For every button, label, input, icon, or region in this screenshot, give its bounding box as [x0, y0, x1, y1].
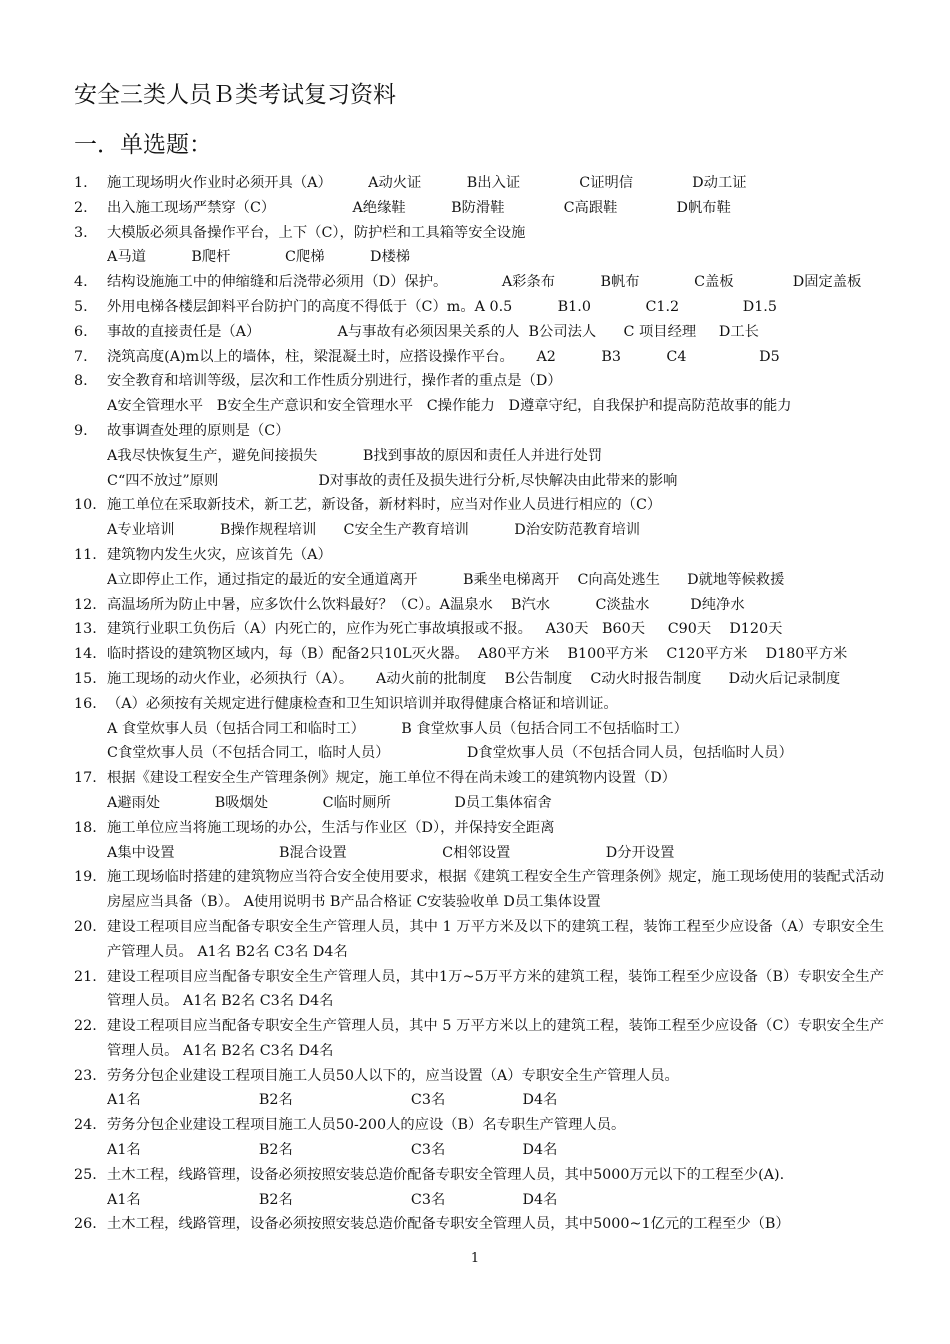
question-options: A立即停止工作，通过指定的最近的安全通道离开 B乘坐电梯离开 C向高处逃生 D就地等候救援 [107, 571, 785, 588]
question-item [74, 1113, 884, 1163]
question-item [74, 1212, 884, 1237]
question-item [74, 320, 884, 345]
question-item [74, 419, 884, 493]
question-number: 9. [74, 422, 88, 439]
question-options: A安全管理水平 B安全生产意识和安全管理水平 C操作能力 D遵章守纪，自我保护和提高防范故事的能力 [107, 398, 792, 415]
question-options: A专业培训 B操作规程培训 C安全生产教育培训 D治安防范教育培训 [107, 522, 641, 539]
question-item [74, 915, 884, 965]
question-item [74, 493, 884, 543]
question-text: 临时搭设的建筑物区域内，每（B）配备2只10L灭火器。 A80平方米 B100平方米 C120平方米 D180平方米 [107, 646, 848, 663]
question-number: 26. [74, 1216, 97, 1233]
question-item [74, 816, 884, 866]
question-number: 11. [74, 546, 97, 563]
question-text: 出入施工现场严禁穿（C） A绝缘鞋 B防滑鞋 C高跟鞋 D帆布鞋 [107, 199, 731, 216]
question-options: A集中设置 B混合设置 C相邻设置 D分开设置 [107, 844, 675, 861]
question-text: 施工单位应当将施工现场的办公，生活与作业区（D），并保持安全距离 [107, 819, 555, 836]
question-text: 土木工程，线路管理，设备必须按照安装总造价配备专职安全管理人员，其中5000万元以下的工程至少(A). [107, 1166, 785, 1183]
question-item [74, 543, 884, 593]
question-text: 劳务分包企业建设工程项目施工人员50人以下的，应当设置（A）专职安全生产管理人员。 [107, 1067, 679, 1084]
question-text: 建设工程项目应当配备专职安全生产管理人员，其中 1 万平方米及以下的建筑工程，装饰工程至少应设备（A）专职安全生产管理人员。 A1名 B2名 C3名 D4名 [107, 918, 884, 960]
question-number: 8. [74, 373, 88, 390]
section-heading: 一．单选题： [74, 132, 212, 158]
question-number: 7. [74, 348, 88, 365]
question-item [74, 295, 884, 320]
question-text: 建筑行业职工负伤后（A）内死亡的，应作为死亡事故填报或不报。 A30天 B60天 C90天 D120天 [107, 621, 783, 638]
question-number: 5. [74, 298, 88, 315]
document-title: 安全三类人员Ｂ类考试复习资料 [74, 82, 396, 108]
question-number: 2. [74, 199, 88, 216]
question-text: 大模版必须具备操作平台，上下（C），防护栏和工具箱等安全设施 [107, 224, 526, 241]
question-number: 17. [74, 770, 97, 787]
question-text: 外用电梯各楼层卸料平台防护门的高度不得低于（C）m。A 0.5 B1.0 C1.2 D1.5 [107, 298, 777, 315]
question-text: 安全教育和培训等级，层次和工作性质分别进行，操作者的重点是（D） [107, 373, 562, 390]
question-text: 故事调查处理的原则是（C） [107, 422, 290, 439]
question-number: 4. [74, 274, 88, 291]
question-options: A避雨处 B吸烟处 C临时厕所 D员工集体宿舍 [107, 794, 552, 811]
question-text: 建筑物内发生火灾，应该首先（A） [107, 546, 332, 563]
question-options: A 食堂炊事人员（包括合同工和临时工） B 食堂炊事人员（包括合同工不包括临时工） [107, 720, 688, 737]
question-options: A1名 B2名 C3名 D4名 [107, 1142, 558, 1159]
question-item [74, 965, 884, 1015]
question-number: 15. [74, 670, 97, 687]
question-item [74, 1064, 884, 1114]
question-number: 13. [74, 621, 97, 638]
question-number: 10. [74, 497, 97, 514]
question-number: 18. [74, 819, 97, 836]
question-number: 19. [74, 869, 97, 886]
question-item [74, 865, 884, 915]
question-list [74, 171, 884, 1237]
question-text: 劳务分包企业建设工程项目施工人员50-200人的应设（B）名专职生产管理人员。 [107, 1117, 626, 1134]
question-number: 23. [74, 1067, 97, 1084]
question-item [74, 642, 884, 667]
question-options: A我尽快恢复生产，避免间接损失 B找到事故的原因和责任人并进行处罚 [107, 447, 603, 464]
question-text: 建设工程项目应当配备专职安全生产管理人员，其中1万~5万平方米的建筑工程，装饰工程至少应设备（B）专职安全生产管理人员。 A1名 B2名 C3名 D4名 [107, 968, 884, 1010]
question-item [74, 1014, 884, 1064]
question-number: 25. [74, 1166, 97, 1183]
question-options: C食堂炊事人员（不包括合同工，临时人员） D食堂炊事人员（不包括合同人员，包括临时人员） [107, 745, 793, 762]
question-item [74, 221, 884, 271]
question-number: 14. [74, 646, 97, 663]
question-number: 16. [74, 695, 97, 712]
question-text: 施工现场临时搭建的建筑物应当符合安全使用要求，根据《建筑工程安全生产管理条例》规定，施工现场使用的装配式活动房屋应当具备（B）。 A使用说明书 B产品合格证 C安装验收单 D员工集体设置 [107, 869, 884, 911]
question-number: 24. [74, 1117, 97, 1134]
question-text: 结构设施施工中的伸缩缝和后浇带必须用（D）保护。 A彩条布 B帆布 C盖板 D固定盖板 [107, 274, 862, 291]
question-options: A1名 B2名 C3名 D4名 [107, 1092, 558, 1109]
question-text: （A）必须按有关规定进行健康检查和卫生知识培训并取得健康合格证和培训证。 [107, 695, 618, 712]
question-text: 建设工程项目应当配备专职安全生产管理人员，其中 5 万平方米以上的建筑工程，装饰工程至少应设备（C）专职安全生产管理人员。 A1名 B2名 C3名 D4名 [107, 1018, 884, 1059]
question-options: A马道 B爬杆 C爬梯 D楼梯 [107, 249, 411, 266]
question-text: 土木工程，线路管理，设备必须按照安装总造价配备专职安全管理人员，其中5000~1亿元的工程至少（B） [107, 1216, 790, 1233]
question-item [74, 171, 884, 196]
question-text: 事故的直接责任是（A） A与事故有必须因果关系的人 B公司法人 C 项目经理 D工长 [107, 323, 759, 340]
question-item [74, 196, 884, 221]
question-item [74, 369, 884, 419]
question-item [74, 345, 884, 370]
question-item [74, 270, 884, 295]
question-text: 施工现场明火作业时必须开具（A） A动火证 B出入证 C证明信 D动工证 [107, 175, 747, 191]
question-item [74, 766, 884, 816]
question-item [74, 692, 884, 766]
question-number: 20. [74, 918, 97, 935]
question-text: 浇筑高度(A)m以上的墙体，柱，梁混凝土时，应搭设操作平台。 A2 B3 C4 D5 [107, 348, 780, 365]
question-item [74, 617, 884, 642]
question-item [74, 667, 884, 692]
question-item [74, 593, 884, 618]
question-number: 3. [74, 224, 88, 241]
question-options: A1名 B2名 C3名 D4名 [107, 1191, 558, 1208]
question-number: 6. [74, 323, 88, 340]
question-number: 22. [74, 1018, 97, 1035]
question-text: 施工现场的动火作业，必须执行（A）。 A动火前的批制度 B公告制度 C动火时报告制度 D动火后记录制度 [107, 670, 841, 687]
page-number: 1 [470, 1251, 480, 1266]
question-text: 施工单位在采取新技术，新工艺，新设备，新材料时，应当对作业人员进行相应的（C） [107, 497, 662, 514]
question-number: 12. [74, 596, 97, 613]
question-number: 1. [74, 175, 88, 191]
question-text: 根据《建设工程安全生产管理条例》规定，施工单位不得在尚未竣工的建筑物内设置（D） [107, 770, 677, 787]
question-options: C“四不放过”原则 D对事故的责任及损失进行分析,尽快解决由此带来的影响 [107, 472, 678, 489]
question-text: 高温场所为防止中暑，应多饮什么饮料最好？（C）。A温泉水 B汽水 C淡盐水 D纯净水 [107, 596, 745, 613]
question-number: 21. [74, 968, 97, 985]
question-item [74, 1163, 884, 1213]
